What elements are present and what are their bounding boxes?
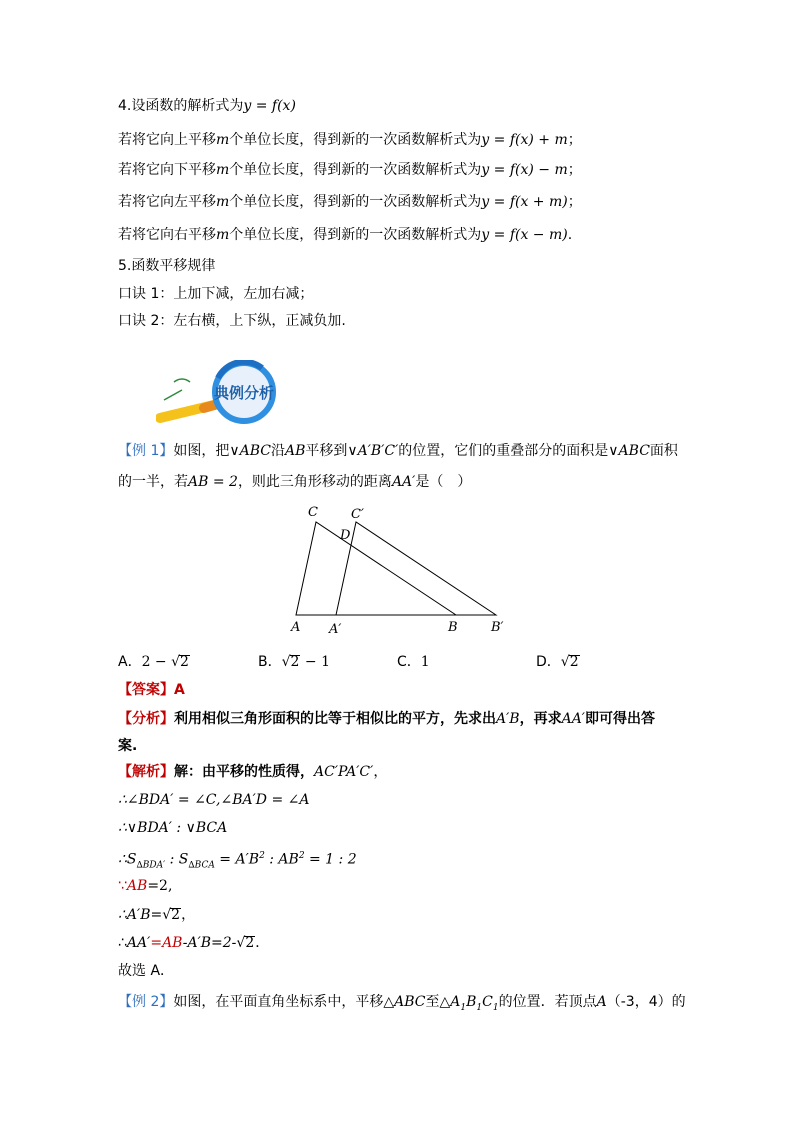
translation-rule-right: 若将它向右平移m个单位长度，得到新的一次函数解析式为y = f(x − m). [118, 227, 573, 243]
magnifier-icon [160, 379, 218, 418]
solution-line3: ∴∨BDA′ : ∨BCA [118, 820, 228, 836]
koujue-1: 口诀 1：上加下减，左加右减； [118, 286, 314, 302]
translation-rule-down: 若将它向下平移m个单位长度，得到新的一次函数解析式为y = f(x) − m； [118, 162, 582, 178]
translation-rule-up: 若将它向上平移m个单位长度，得到新的一次函数解析式为y = f(x) + m； [118, 132, 582, 148]
solution-line4: $\therefore S_{\Delta BDA'}$ : $S_{\Delta BCA} = A'B^2$ : $AB^2 = 1$ : 2 [118, 851, 357, 871]
section4-title: 4.设函数的解析式为y = f(x) [118, 98, 296, 114]
conclusion: 故选 A． [118, 963, 175, 979]
triangle-abc [296, 522, 456, 615]
analysis-line1: 【分析】利用相似三角形面积的比等于相似比的平方，先求出A′B，再求AA′即可得出答 [118, 711, 655, 727]
solution-line6: ∴A′B=√2， [118, 907, 196, 923]
badge-label: 典例分析 [213, 384, 275, 402]
translation-rule-left: 若将它向左平移m个单位长度，得到新的一次函数解析式为y = f(x + m)； [118, 194, 582, 210]
option-c[interactable]: C．1 [397, 654, 430, 670]
option-a[interactable]: A．2 − √2 [118, 654, 189, 670]
example-analysis-badge [156, 360, 286, 426]
label-c-prime: C′ [351, 507, 364, 522]
option-d[interactable]: D．√2 [536, 654, 579, 670]
koujue-2: 口诀 2：左右横，上下纵，正减负加. [118, 313, 346, 329]
solution-line1: 【解析】解：由平移的性质得，AC′PA′C′， [118, 764, 388, 780]
triangle-apbpcp [336, 522, 496, 615]
label-d: D [340, 528, 351, 543]
example1-question-line1: 【例 1】如图，把∨ABC沿AB平移到∨A′B′C′的位置，它们的重叠部分的面积是∨ABC面积 [118, 443, 678, 459]
label-c: C [308, 505, 318, 520]
label-a: A [291, 620, 301, 635]
label-b: B [448, 620, 458, 635]
translation-figure [284, 500, 524, 636]
solution-line5: ∵AB=2, [118, 878, 173, 894]
label-a-prime: A′ [329, 622, 342, 636]
option-b[interactable]: B．√2 − 1 [258, 654, 330, 670]
solution-line7: ∴AA′=AB-A′B=2-√2． [118, 935, 270, 951]
solution-line2: ∴∠BDA′ = ∠C,∠BA′D = ∠A [118, 792, 310, 808]
example1-question-line2: 的一半，若AB = 2，则此三角形移动的距离AA′是（ ） [118, 474, 472, 490]
example2-question-line1: 【例 2】如图，在平面直角坐标系中，平移△ABC至$\triangle A_1B_1C_1$的位置．若顶点A（-3，4）的 [118, 994, 686, 1013]
section5-title: 5.函数平移规律 [118, 258, 216, 274]
analysis-line2: 案. [118, 738, 138, 754]
answer-line: 【答案】A [118, 682, 185, 698]
label-b-prime: B′ [491, 620, 504, 635]
